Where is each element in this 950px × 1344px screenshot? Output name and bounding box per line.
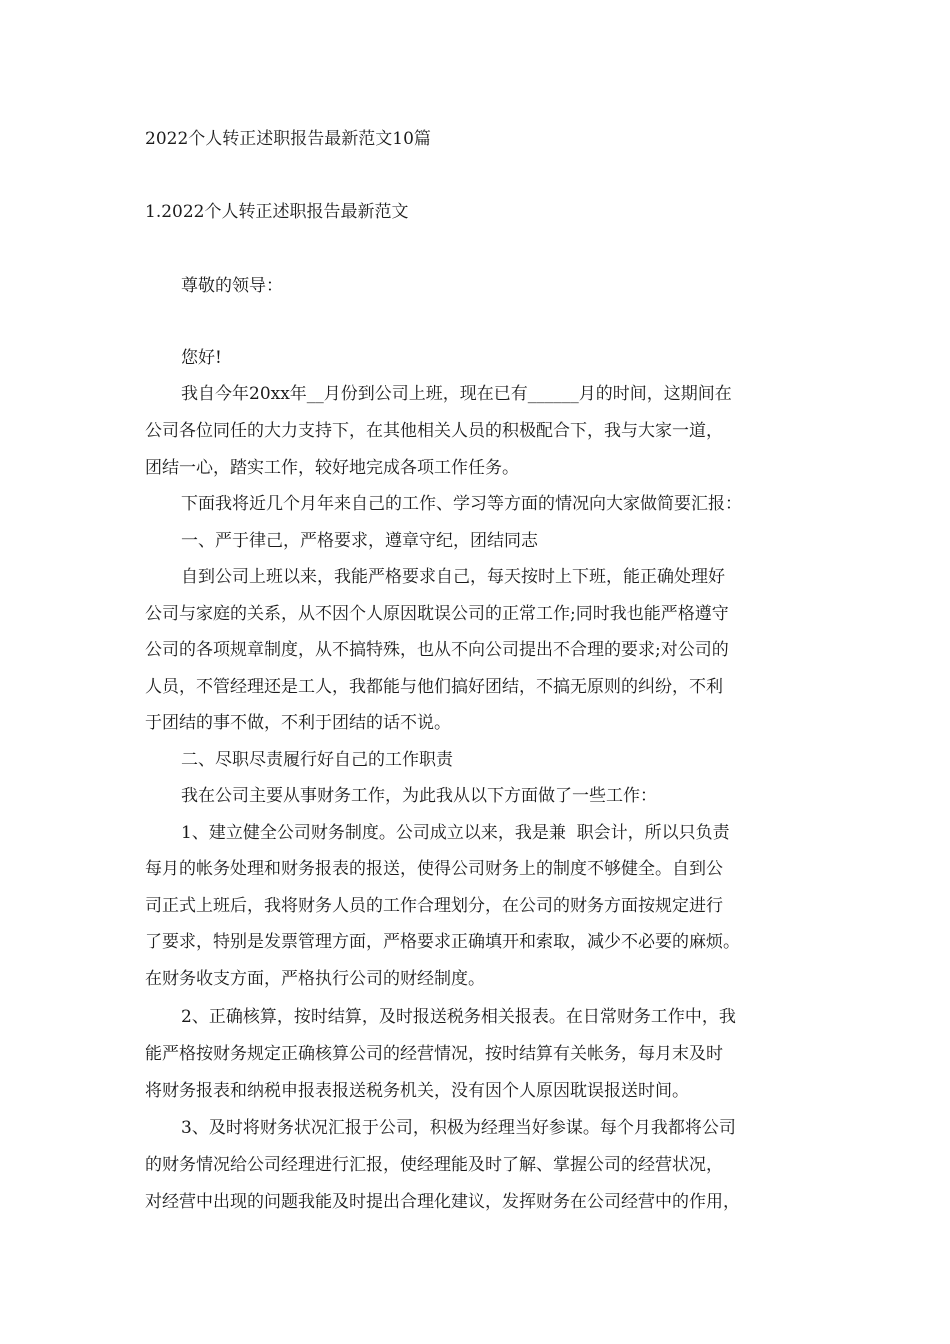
document-subtitle: 1.2022个人转正述职报告最新范文 — [145, 202, 409, 222]
body-line: 将财务报表和纳税申报表报送税务机关，没有因个人原因耽误报送时间。 — [145, 1081, 689, 1101]
body-line: 人员，不管经理还是工人，我都能与他们搞好团结，不搞无原则的纠纷，不利 — [145, 677, 723, 697]
body-line: 司正式上班后，我将财务人员的工作合理划分，在公司的财务方面按规定进行 — [145, 896, 723, 916]
body-line: 每月的帐务处理和财务报表的报送，使得公司财务上的制度不够健全。自到公 — [145, 859, 723, 879]
body-line: 2、正确核算，按时结算，及时报送税务相关报表。在日常财务工作中，我 — [181, 1007, 736, 1027]
document-title: 2022个人转正述职报告最新范文10篇 — [145, 129, 431, 149]
body-line: 于团结的事不做，不利于团结的话不说。 — [145, 713, 451, 733]
body-line: 公司的各项规章制度，从不搞特殊，也从不向公司提出不合理的要求;对公司的 — [145, 640, 729, 660]
body-line: 自到公司上班以来，我能严格要求自己，每天按时上下班，能正确处理好 — [181, 567, 725, 587]
body-line: 公司各位同任的大力支持下，在其他相关人员的积极配合下，我与大家一道， — [145, 421, 723, 441]
body-line: 对经营中出现的问题我能及时提出合理化建议，发挥财务在公司经营中的作用， — [145, 1192, 740, 1212]
body-line: 3、及时将财务状况汇报于公司，积极为经理当好参谋。每个月我都将公司 — [181, 1118, 736, 1138]
body-line: 团结一心，踏实工作，较好地完成各项工作任务。 — [145, 458, 519, 478]
body-line: 的财务情况给公司经理进行汇报，使经理能及时了解、掌握公司的经营状况， — [145, 1155, 723, 1175]
body-line: 了要求，特别是发票管理方面，严格要求正确填开和索取，减少不必要的麻烦。 — [145, 932, 740, 952]
body-line: 1、建立健全公司财务制度。公司成立以来，我是兼 职会计，所以只负责 — [181, 823, 730, 843]
section-heading: 一、严于律己，严格要求，遵章守纪，团结同志 — [181, 531, 538, 551]
section-heading: 二、尽职尽责履行好自己的工作职责 — [181, 750, 453, 770]
body-line: 公司与家庭的关系，从不因个人原因耽误公司的正常工作;同时我也能严格遵守 — [145, 604, 729, 624]
body-line: 下面我将近几个月年来自己的工作、学习等方面的情况向大家做简要汇报： — [181, 494, 742, 514]
body-line: 能严格按财务规定正确核算公司的经营情况，按时结算有关帐务，每月末及时 — [145, 1044, 723, 1064]
body-line: 我在公司主要从事财务工作，为此我从以下方面做了一些工作： — [181, 786, 657, 806]
body-line: 在财务收支方面，严格执行公司的财经制度。 — [145, 969, 485, 989]
body-line: 我自今年20xx年__月份到公司上班，现在已有______月的时间，这期间在 — [181, 384, 732, 404]
greeting: 您好! — [181, 348, 222, 368]
salutation: 尊敬的领导： — [181, 276, 283, 296]
